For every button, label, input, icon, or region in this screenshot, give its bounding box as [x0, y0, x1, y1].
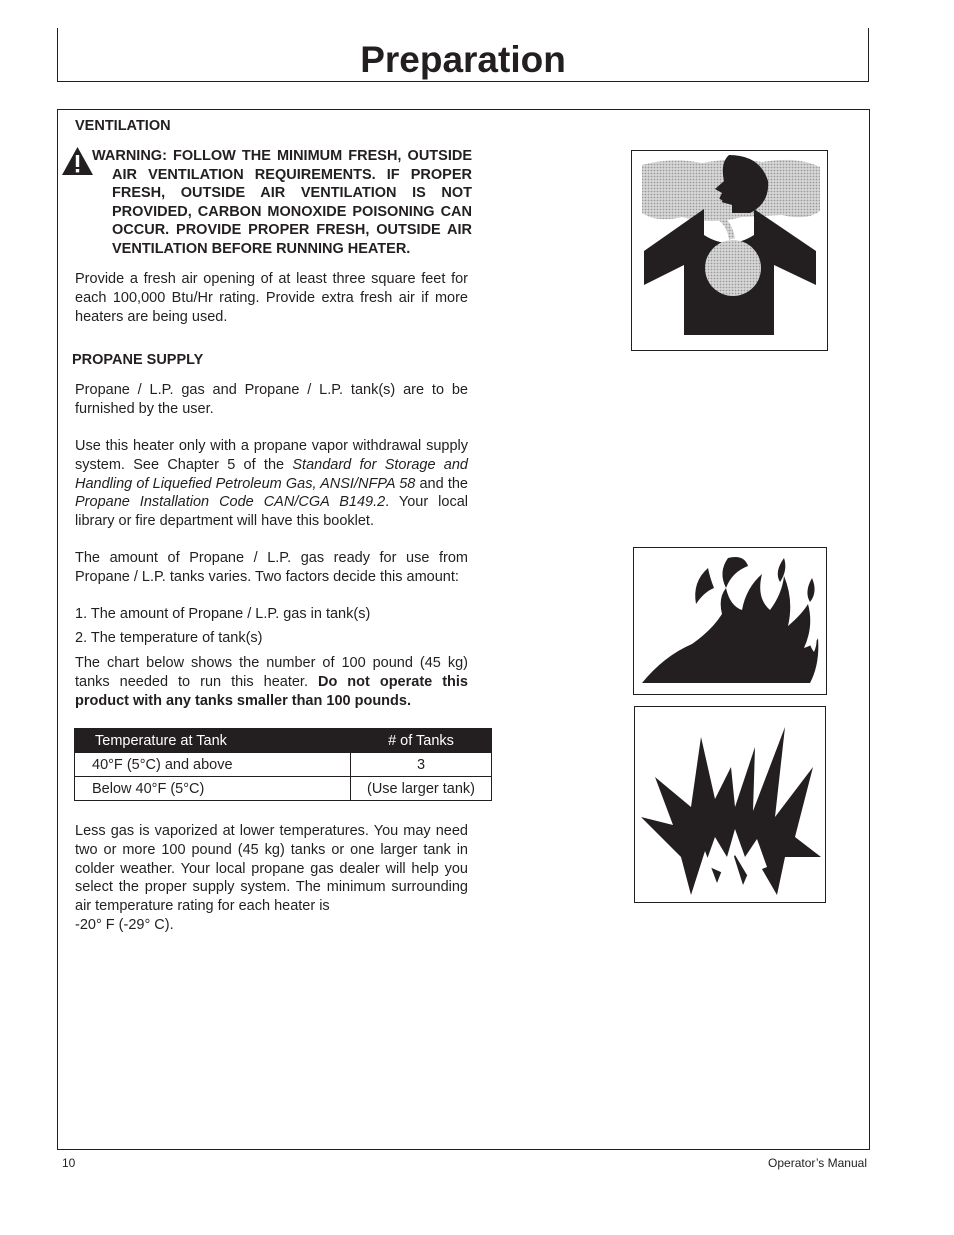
para4-bold-warning: Do not operate this product with any tanks smaller than 100 pounds. — [75, 673, 468, 709]
explosion-icon — [635, 707, 824, 901]
para4-text: The chart below shows the number of 100 pound (45 kg) tanks needed to run this heater. — [75, 655, 468, 690]
explosion-hazard-pictogram — [634, 706, 826, 903]
page-number: 10 — [62, 1156, 76, 1170]
title-box — [57, 28, 869, 82]
inhalation-hazard-icon — [632, 151, 826, 349]
cga-code-title: Propane Installation Code CAN/CGA B149.2 — [75, 494, 386, 511]
propane-para-1: Propane / L.P. gas and Propane / L.P. tank(s) are to be furnished by the user. — [75, 382, 468, 417]
nfpa-standard-title: Standard for Storage and Handling of Liquefied Petroleum Gas, ANSI/NFPA 58 — [75, 456, 468, 492]
propane-para-2 — [75, 437, 468, 531]
table-header-row — [75, 729, 492, 753]
table-cell: 3 — [351, 753, 492, 777]
warning-text: WARNING: FOLLOW THE MINIMUM FRESH, OUTSIDE AIR VENTILATION REQUIREMENTS. IF PROPER FRESH, OUTSIDE AIR VENTILATION IS NOT PROVIDED, CARBON MONOXIDE POISONING CAN OCCUR. PROVIDE PROPER FRESH, OUTSIDE AIR VENTILATION BEFORE RUNNING HEATER. — [92, 148, 472, 257]
manual-name: Operator’s Manual — [768, 1156, 867, 1170]
fire-hazard-pictogram — [633, 547, 827, 695]
page-title: Preparation — [360, 39, 566, 80]
table-row — [75, 753, 492, 777]
para2-text-3: . Your local library or fire department will have this booklet. — [75, 494, 468, 530]
warning-triangle-icon — [61, 146, 94, 176]
fire-icon — [634, 548, 825, 693]
propane-para-3: The amount of Propane / L.P. gas ready for use from Propane / L.P. tanks varies. Two factors decide this amount: — [75, 550, 468, 585]
table-row — [75, 777, 492, 801]
list-item: 2. The temperature of tank(s) — [75, 630, 263, 646]
propane-para-4 — [75, 654, 468, 710]
column-header-tanks: # of Tanks — [351, 729, 492, 753]
para2-text-1: Use this heater only with a propane vapor withdrawal supply system. See Chapter 5 of the — [75, 438, 468, 473]
list-item: 1. The amount of Propane / L.P. gas in tank(s) — [75, 606, 371, 622]
column-header-temperature: Temperature at Tank — [75, 729, 351, 753]
ventilation-body: Provide a fresh air opening of at least three square feet for each 100,000 Btu/Hr rating. Provide extra fresh air if more heaters are being used. — [75, 271, 468, 325]
tank-chart-table — [74, 728, 492, 801]
propane-heading: PROPANE SUPPLY — [72, 352, 204, 368]
ventilation-warning — [92, 147, 472, 259]
table-cell: (Use larger tank) — [351, 777, 492, 801]
inhalation-hazard-pictogram — [631, 150, 828, 351]
para2-text-2: and the — [415, 475, 468, 492]
min-temperature-rating: -20° F (-29° C). — [75, 917, 174, 933]
propane-para-5: Less gas is vaporized at lower temperatures. You may need two or more 100 pound (45 kg) tanks or one larger tank in colder weather. Your local propane gas dealer will help you select the proper supply system. The minimum surrounding air temperature rating for each heater is — [75, 823, 468, 915]
ventilation-heading: VENTILATION — [75, 118, 171, 134]
table-cell: 40°F (5°C) and above — [75, 753, 351, 777]
table-cell: Below 40°F (5°C) — [75, 777, 351, 801]
